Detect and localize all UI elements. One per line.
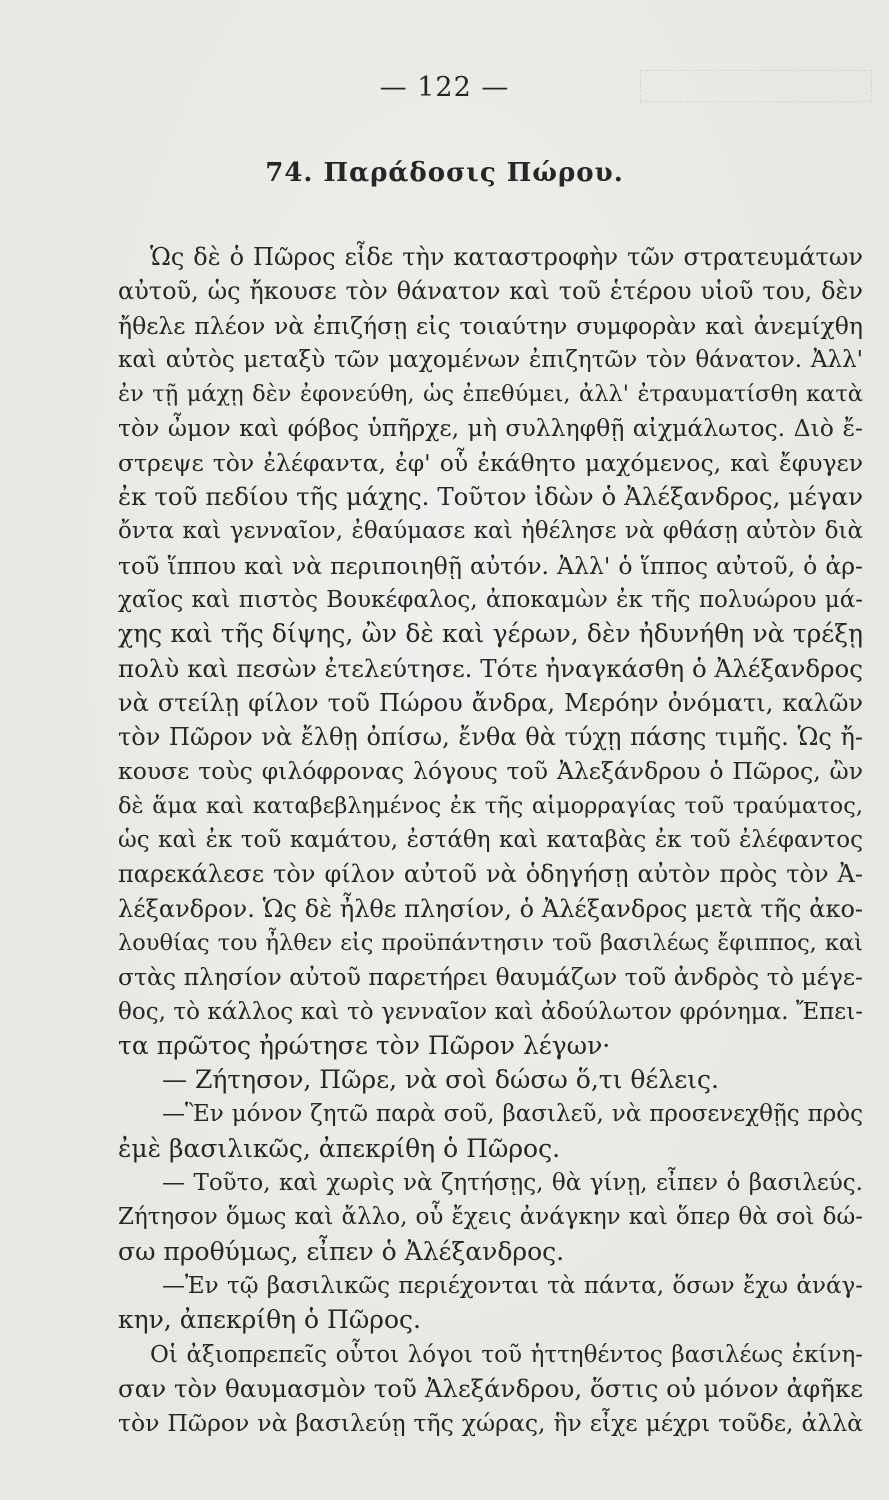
text-line: λέξανδρον. Ὡς δὲ ἦλθε πλησίον, ὁ Ἀλέξανδρος μετὰ τῆς ἀκο- (118, 894, 863, 923)
text-line: ἤθελε πλέον νὰ ἐπιζήσῃ εἰς τοιαύτην συμφορὰν καὶ ἀνεμίχθη (118, 311, 863, 340)
text-line: ὄντα καὶ γενναῖον, ἐθαύμασε καὶ ἠθέλησε νὰ φθάσῃ αὐτὸν διὰ (118, 518, 863, 545)
text-line: καὶ αὐτὸς μεταξὺ τῶν μαχομένων ἐπιζητῶν τὸν θάνατον. Ἀλλ' (118, 346, 863, 373)
text-line: παρεκάλεσε τὸν φίλον αὐτοῦ νὰ ὁδηγήσῃ αὐτὸν πρὸς τὸν Ἀ- (118, 860, 863, 889)
text-line: κουσε τοὺς φιλόφρονας λόγους τοῦ Ἀλεξάνδρου ὁ Πῶρος, ὢν (118, 757, 863, 786)
text-line: λουθίας του ἦλθεν εἰς προϋπάντησιν τοῦ βασιλέως ἔφιππος, καὶ (118, 929, 863, 956)
body-text (118, 240, 863, 1440)
text-line: κην, ἀπεκρίθη ὁ Πῶρος. (118, 1305, 421, 1335)
text-line: — Τοῦτο, καὶ χωρὶς νὰ ζητήσῃς, θὰ γίνῃ, εἶπεν ὁ βασιλεύς. (162, 1170, 863, 1197)
text-line: ἐμὲ βασιλικῶς, ἀπεκρίθη ὁ Πῶρος. (118, 1133, 561, 1163)
text-line: τοῦ ἵππου καὶ νὰ περιποιηθῇ αὐτόν. Ἀλλ' ὁ ἵππος αὐτοῦ, ὁ ἀρ- (118, 551, 863, 580)
text-line: αὐτοῦ, ὡς ἤκουσε τὸν θάνατον καὶ τοῦ ἑτέρου υἱοῦ του, δὲν (118, 277, 863, 306)
text-line: θος, τὸ κάλλος καὶ τὸ γενναῖον καὶ ἀδούλωτον φρόνημα. Ἔπει- (118, 998, 863, 1025)
text-line: στρεψε τὸν ἐλέφαντα, ἐφ' οὗ ἐκάθητο μαχόμενος, καὶ ἔφυγεν (118, 448, 863, 477)
text-line: δὲ ἅμα καὶ καταβεβλημένος ἐκ τῆς αἱμορραγίας τοῦ τραύματος, (118, 792, 863, 819)
text-line: —Ἓν μόνον ζητῶ παρὰ σοῦ, βασιλεῦ, νὰ προσενεχθῇς πρὸς (162, 1101, 863, 1128)
text-line: Ὡς δὲ ὁ Πῶρος εἶδε τὴν καταστροφὴν τῶν στρατευμάτων (150, 243, 863, 271)
text-line: σαν τὸν θαυμασμὸν τοῦ Ἀλεξάνδρου, ὅστις οὐ μόνον ἀφῆκε (118, 1373, 863, 1403)
text-line: Οἱ ἀξιοπρεπεῖς οὗτοι λόγοι τοῦ ἡττηθέντος βασιλέως ἐκίνη- (150, 1341, 863, 1368)
text-line: — Ζήτησον, Πῶρε, νὰ σοὶ δώσω ὅ,τι θέλεις. (162, 1065, 719, 1095)
text-line: τα πρῶτος ἠρώτησε τὸν Πῶρον λέγων· (118, 1030, 611, 1060)
text-line: Ζήτησον ὅμως καὶ ἄλλο, οὗ ἔχεις ἀνάγκην καὶ ὅπερ θὰ σοὶ δώ- (118, 1204, 863, 1231)
text-line: στὰς πλησίον αὐτοῦ παρετήρει θαυμάζων τοῦ ἀνδρὸς τὸ μέγε- (118, 963, 863, 992)
text-line: τὸν ὦμον καὶ φόβος ὑπῆρχε, μὴ συλληφθῇ αἰχμάλωτος. Διὸ ἔ- (118, 414, 863, 443)
text-line: πολὺ καὶ πεσὼν ἐτελεύτησε. Τότε ἠναγκάσθη ὁ Ἀλέξανδρος (118, 653, 863, 683)
text-line: σω προθύμως, εἶπεν ὁ Ἀλέξανδρος. (118, 1236, 565, 1266)
section-title: 74. Παράδοσις Πώρου. (265, 158, 624, 188)
text-line: ἐκ τοῦ πεδίου τῆς μάχης. Τοῦτον ἰδὼν ὁ Ἀλέξανδρος, μέγαν (118, 482, 863, 512)
text-line: χης καὶ τῆς δίψης, ὢν δὲ καὶ γέρων, δὲν ἠδυνήθη νὰ τρέξῃ (118, 619, 863, 649)
text-line: —Ἐν τῷ βασιλικῶς περιέχονται τὰ πάντα, ὅσων ἔχω ἀνάγ- (162, 1272, 863, 1299)
text-line: ὡς καὶ ἐκ τοῦ καμάτου, ἐστάθη καὶ καταβὰς ἐκ τοῦ ἐλέφαντος (118, 827, 863, 854)
text-line: τὸν Πῶρον νὰ ἔλθῃ ὀπίσω, ἔνθα θὰ τύχῃ πάσης τιμῆς. Ὡς ἤ- (118, 723, 863, 752)
text-line: ἐν τῇ μάχῃ δὲν ἐφονεύθη, ὡς ἐπεθύμει, ἀλλ' ἐτραυματίσθη κατὰ (118, 381, 863, 408)
text-line: νὰ στείλῃ φίλον τοῦ Πώρου ἄνδρα, Μερόην ὀνόματι, καλῶν (118, 688, 863, 717)
text-line: τὸν Πῶρον νὰ βασιλεύῃ τῆς χώρας, ἣν εἶχε μέχρι τοῦδε, ἀλλὰ (118, 1409, 863, 1438)
text-line: χαῖος καὶ πιστὸς Βουκέφαλος, ἀποκαμὼν ἐκ τῆς πολυώρου μά- (118, 586, 863, 613)
page-number: — 122 — (379, 72, 510, 103)
